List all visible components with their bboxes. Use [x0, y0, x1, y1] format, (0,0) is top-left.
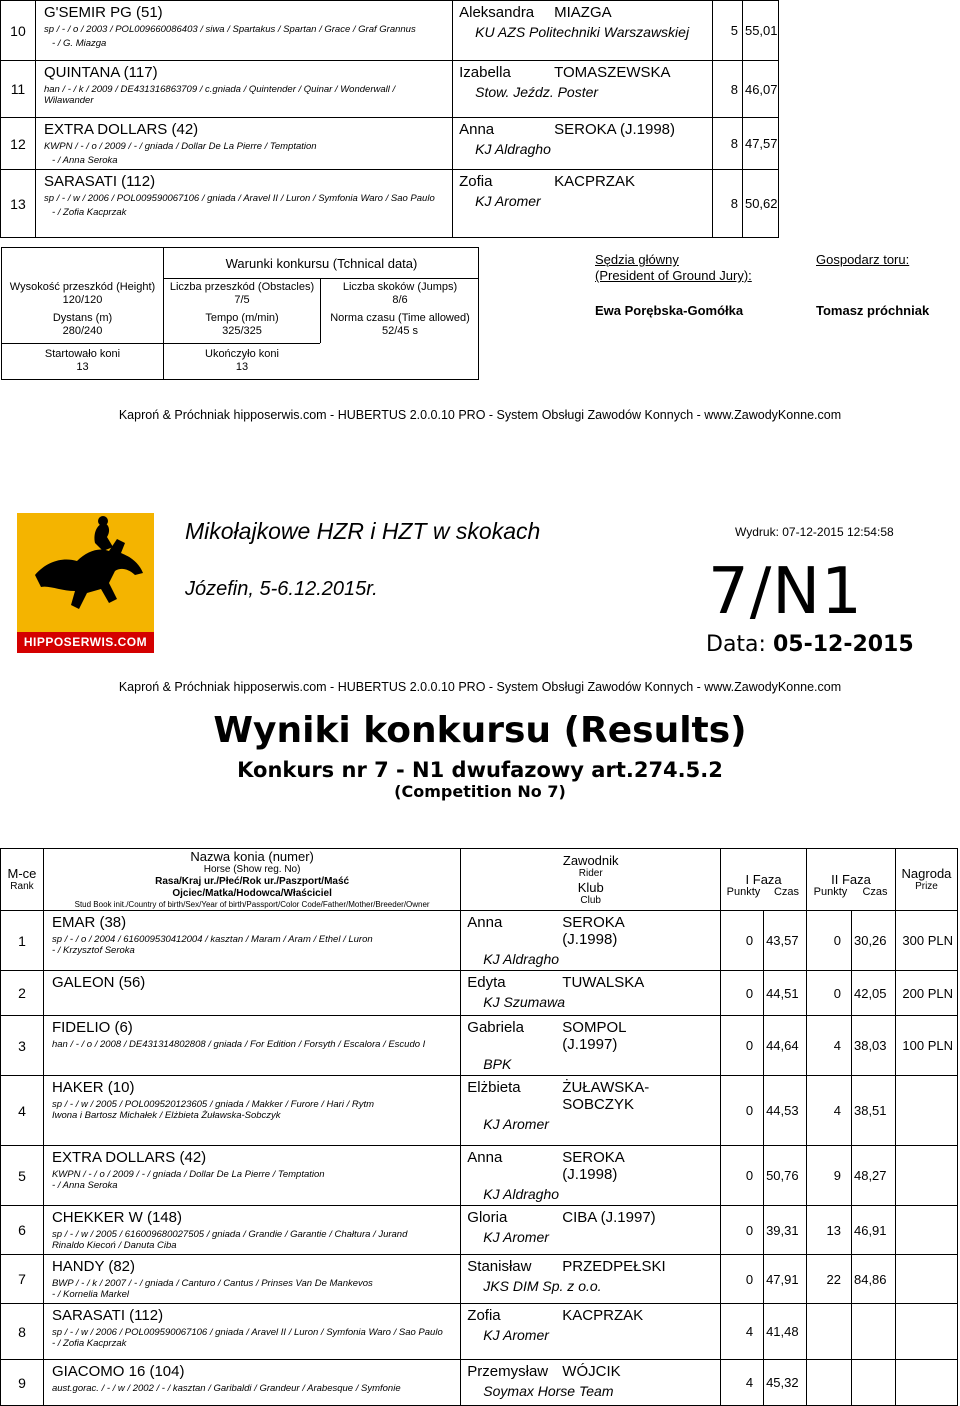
rider-header — [461, 849, 721, 911]
prize-cell — [895, 1206, 957, 1255]
points-cell: 8 — [713, 170, 743, 238]
height-value: 120/120 — [62, 294, 103, 306]
rider-line — [467, 1258, 714, 1275]
rider-first-name: Zofia — [459, 173, 493, 190]
horse-info: sp / - / o / 2003 / POL009660086403 / siwa / Spartakus / Spartan / Grace / Graf Grannus — [43, 24, 416, 35]
horse-cell — [43, 1206, 460, 1255]
tempo-label: Tempo (m/min) — [205, 312, 279, 324]
time-cell: 46,07 — [742, 61, 778, 118]
horse-name: HAKER (10) — [51, 1079, 135, 1096]
footer-text-2: Kaproń & Próchniak hipposerwis.com - HUBERTUS 2.0.0.10 PRO - System Obsługi Zawodów Konnych - www.ZawodyKonne.com — [118, 680, 842, 694]
rider-cell — [453, 170, 713, 238]
phase1-time: 41,48 — [764, 1304, 807, 1360]
horse-cell — [43, 1076, 460, 1146]
horse-info: sp / - / o / 2004 / 616009530412004 / kasztan / Maram / Aram / Ethel / Luron — [51, 934, 373, 945]
studbook-header: Stud Book init./Country of birth/Sex/Year of birth/Passport/Color Code/Father/Mother/Breeder/Owner — [74, 900, 430, 909]
tech-title: Warunki konkursu (Tchnical data) — [225, 256, 418, 271]
rider-line — [467, 1307, 714, 1324]
club-header-en: Club — [580, 894, 601, 906]
breed-header: Rasa/Kraj ur./Płeć/Rok ur./Paszport/Maść — [155, 876, 350, 887]
horse-name: QUINTANA (117) — [43, 64, 158, 81]
rider-club: KJ Aromer — [483, 1229, 549, 1245]
judge-block — [595, 252, 752, 319]
row-number: 11 — [1, 61, 36, 118]
horse-jumper-icon — [17, 513, 154, 632]
phase2-points: 13 — [807, 1206, 852, 1255]
rider-last-name: SEROKA (J.1998) — [554, 121, 675, 138]
rider-cell — [461, 911, 721, 971]
table-row — [1, 911, 958, 971]
horse-info: sp / - / w / 2005 / POL009520123605 / gniada / Makker / Furore / Hari / Rytm — [51, 1099, 375, 1110]
phase1-points: 4 — [721, 1304, 764, 1360]
table-row — [1, 1016, 958, 1076]
phase2-points — [807, 1304, 852, 1360]
phase1-points: 0 — [721, 971, 764, 1016]
technical-data-box — [1, 247, 479, 380]
horse-owner: Rinaldo Kiecoń / Danuta Ciba — [51, 1240, 177, 1251]
finished-label: Ukończyło koni — [205, 348, 279, 360]
phase1-points: 0 — [721, 1076, 764, 1146]
horse-name: GIACOMO 16 (104) — [51, 1363, 185, 1380]
phase2-points — [807, 1360, 852, 1406]
judge-label-en: (President of Ground Jury): — [595, 268, 752, 283]
horse-owner: - / Anna Seroka — [51, 155, 118, 166]
horse-info: KWPN / - / o / 2009 / - / gniada / Dollar De La Pierre / Temptation — [51, 1169, 325, 1180]
horse-name: G'SEMIR PG (51) — [43, 4, 163, 21]
rank-cell: 6 — [1, 1206, 44, 1255]
phase1-header: I Faza — [721, 849, 807, 911]
jumps-value: 8/6 — [392, 294, 408, 306]
rider-last-name: KACPRZAK — [554, 173, 635, 190]
rank-cell: 5 — [1, 1146, 44, 1206]
rider-club: Soymax Horse Team — [483, 1383, 614, 1399]
time-cell: 50,62 — [742, 170, 778, 238]
rider-line — [459, 121, 706, 138]
rider-cell — [461, 971, 721, 1016]
horse-info: han / - / o / 2008 / DE431314802808 / gniada / For Edition / Forsyth / Escalora / Escudo I — [51, 1039, 426, 1050]
horse-info: BWP / - / k / 2007 / - / gniada / Canturo / Cantus / Prinses Van De Mankevos — [51, 1278, 373, 1289]
horse-owner: - / Kornelia Markel — [51, 1289, 130, 1300]
rider-club: KJ Szumawa — [483, 994, 565, 1010]
table-row — [1, 1360, 958, 1406]
started-label: Startowało koni — [44, 348, 121, 360]
points-cell: 5 — [713, 1, 743, 61]
horse-name: FIDELIO (6) — [51, 1019, 133, 1036]
horse-owner: - / Krzysztof Seroka — [51, 945, 135, 956]
phase2-header: II Faza — [807, 849, 896, 911]
horse-cell — [43, 1360, 460, 1406]
rider-line — [459, 64, 706, 81]
rider-club: KJ Aldragho — [483, 1186, 560, 1202]
phase1-time: 43,57 — [764, 911, 807, 971]
phase-subheaders — [722, 886, 897, 898]
phase2-time-header: Czas — [862, 886, 888, 898]
horse-cell — [35, 170, 452, 238]
top-table-row — [1, 61, 779, 118]
obstacles-value: 7/5 — [234, 294, 250, 306]
horse-cell — [35, 61, 452, 118]
table-row — [1, 1304, 958, 1360]
rider-line — [467, 1149, 714, 1183]
row-number: 12 — [1, 118, 36, 170]
horse-name: CHEKKER W (148) — [51, 1209, 182, 1226]
rider-cell — [453, 118, 713, 170]
phase2-time: 42,05 — [851, 971, 895, 1016]
phase1-time: 44,51 — [764, 971, 807, 1016]
horse-header — [43, 849, 460, 911]
rider-cell — [461, 1304, 721, 1360]
prize-cell — [895, 1360, 957, 1406]
horse-cell — [35, 1, 452, 61]
parents-header: Ojciec/Matka/Hodowca/Właściciel — [172, 888, 332, 899]
phase2-time: 84,86 — [851, 1255, 895, 1304]
phase2-time: 38,03 — [851, 1016, 895, 1076]
rider-cell — [461, 1076, 721, 1146]
phase1-time: 45,32 — [764, 1360, 807, 1406]
rider-last-name: WÓJCIK — [562, 1363, 621, 1380]
rider-first-name: Anna — [467, 914, 503, 931]
rider-line — [467, 1363, 714, 1380]
horse-owner: - / Zofia Kacprzak — [51, 207, 127, 218]
horse-cell — [43, 1255, 460, 1304]
rider-header-en: Rider — [578, 867, 603, 879]
time-cell: 47,57 — [742, 118, 778, 170]
rider-first-name: Gloria — [467, 1209, 508, 1226]
rider-cell — [461, 1360, 721, 1406]
rank-cell: 7 — [1, 1255, 44, 1304]
rider-first-name: Anna — [459, 121, 495, 138]
rider-first-name: Aleksandra — [459, 4, 535, 21]
rider-cell — [453, 61, 713, 118]
rider-cell — [461, 1016, 721, 1076]
horse-owner: - / G. Miazga — [51, 38, 107, 49]
prize-cell — [895, 1304, 957, 1360]
distance-label: Dystans (m) — [52, 312, 113, 324]
horse-cell — [35, 118, 452, 170]
rider-first-name: Edyta — [467, 974, 506, 991]
rider-first-name: Gabriela — [467, 1019, 524, 1036]
row-number: 10 — [1, 1, 36, 61]
horse-cell — [43, 911, 460, 971]
horse-info: han / - / k / 2009 / DE431316863709 / c.gniada / Quintender / Quinar / Wonderwall / Wilawander — [43, 84, 396, 106]
phase1-time: 47,91 — [764, 1255, 807, 1304]
host-label: Gospodarz toru: — [816, 252, 910, 267]
club-header-pl: Klub — [577, 879, 604, 895]
rider-line — [467, 1209, 714, 1226]
phase2-points: 0 — [807, 911, 852, 971]
horse-cell — [43, 1016, 460, 1076]
event-place: Józefin, 5-6.12.2015r. — [185, 578, 378, 600]
phase2-points: 0 — [807, 971, 852, 1016]
prize-cell: 100 PLN — [895, 1016, 957, 1076]
print-date: Wydruk: 07-12-2015 12:54:58 — [735, 525, 894, 539]
event-title: Mikołajkowe HZR i HZT w skokach — [185, 518, 541, 544]
phase2-points: 4 — [807, 1076, 852, 1146]
rider-cell — [453, 1, 713, 61]
horse-info: sp / - / w / 2005 / 616009680027505 / gniada / Grandie / Garantie / Chałtura / Jurand — [51, 1229, 408, 1240]
height-label: Wysokość przeszkód (Height) — [9, 281, 156, 293]
rider-club: KJ Aromer — [475, 193, 541, 209]
rider-last-name: KACPRZAK — [562, 1307, 644, 1324]
phase1-points: 4 — [721, 1360, 764, 1406]
phase2-time: 46,91 — [851, 1206, 895, 1255]
rider-line — [467, 914, 714, 948]
phase1-points: 0 — [721, 1206, 764, 1255]
phase2-time: 30,26 — [851, 911, 895, 971]
prize-header-en: Prize — [915, 881, 938, 892]
horse-info: sp / - / w / 2006 / POL009590067106 / gniada / Aravel II / Luron / Symfonia Waro / Sao Paulo — [43, 193, 435, 204]
phase1-points: 0 — [721, 1146, 764, 1206]
rider-last-name: SOMPOL (J.1997) — [562, 1019, 626, 1053]
time-cell: 55,01 — [742, 1, 778, 61]
judge-name: Ewa Porębska-Gomółka — [595, 303, 744, 318]
horse-header-pl: Nazwa konia (numer) — [190, 849, 314, 864]
phase2-time — [851, 1360, 895, 1406]
phase1-time: 50,76 — [764, 1146, 807, 1206]
horse-name: EMAR (38) — [51, 914, 127, 931]
table-row — [1, 1255, 958, 1304]
rider-header-pl: Zawodnik — [562, 852, 619, 868]
finished-value: 13 — [235, 361, 249, 373]
host-block — [816, 252, 929, 319]
horse-name: SARASATI (112) — [43, 173, 156, 190]
phase1-points: 0 — [721, 1016, 764, 1076]
table-row — [1, 1076, 958, 1146]
rider-club: KU AZS Politechniki Warszawskiej — [475, 24, 690, 40]
competition-date-value: 05-12-2015 — [772, 632, 914, 657]
table-row — [1, 1206, 958, 1255]
prize-header-pl: Nagroda — [901, 866, 952, 881]
phase2-time: 48,27 — [851, 1146, 895, 1206]
jumps-label: Liczba skoków (Jumps) — [342, 281, 458, 293]
horse-info: sp / - / w / 2006 / POL009590067106 / gniada / Aravel II / Luron / Symfonia Waro / Sao Paulo — [51, 1327, 443, 1338]
phase2-points: 4 — [807, 1016, 852, 1076]
host-name: Tomasz próchniak — [816, 303, 930, 318]
rider-club: KJ Aromer — [483, 1116, 549, 1132]
phase2-points: 9 — [807, 1146, 852, 1206]
phase1-points-header: Punkty — [726, 886, 761, 898]
rider-line — [459, 4, 706, 21]
rider-club: KJ Aromer — [483, 1327, 549, 1343]
results-table — [0, 848, 958, 1406]
phase2-time: 38,51 — [851, 1076, 895, 1146]
rider-line — [467, 974, 714, 991]
rider-cell — [461, 1146, 721, 1206]
phase2-points-header: Punkty — [813, 886, 848, 898]
rider-first-name: Stanisław — [467, 1258, 532, 1275]
phase1-points: 0 — [721, 1255, 764, 1304]
logo-text: HIPPOSERWIS.COM — [17, 632, 154, 653]
rider-last-name: TOMASZEWSKA — [554, 64, 671, 81]
phase1-time: 44,64 — [764, 1016, 807, 1076]
rider-last-name: MIAZGA — [554, 4, 612, 21]
horse-name: EXTRA DOLLARS (42) — [51, 1149, 207, 1166]
phase1-time-header: Czas — [773, 886, 800, 898]
rank-header — [1, 849, 44, 911]
prize-cell: 300 PLN — [895, 911, 957, 971]
competition-date-label: Data: — [706, 632, 766, 657]
horse-name: HANDY (82) — [51, 1258, 136, 1275]
phase1-time: 44,53 — [764, 1076, 807, 1146]
tempo-value: 325/325 — [222, 325, 262, 337]
horse-cell — [43, 1304, 460, 1360]
top-table-row — [1, 118, 779, 170]
horse-info: aust.gorac. / - / w / 2002 / - / kasztan / Garibaldi / Grandeur / Arabesque / Symfonie — [51, 1383, 401, 1394]
rider-first-name: Przemysław — [467, 1363, 549, 1380]
horse-name: GALEON (56) — [51, 974, 146, 991]
prize-cell — [895, 1146, 957, 1206]
prize-cell — [895, 1255, 957, 1304]
rider-cell — [461, 1206, 721, 1255]
rider-last-name: TUWALSKA — [562, 974, 645, 991]
table-row — [1, 971, 958, 1016]
rider-last-name: CIBA (J.1997) — [562, 1209, 656, 1226]
top-results-table — [0, 0, 779, 238]
horse-cell — [43, 1146, 460, 1206]
rider-club: Stow. Jeźdz. Poster — [475, 84, 599, 100]
prize-cell: 200 PLN — [895, 971, 957, 1016]
rank-header-pl: M-ce — [7, 866, 37, 881]
points-cell: 8 — [713, 118, 743, 170]
prize-header — [895, 849, 957, 911]
horse-cell — [43, 971, 460, 1016]
horse-header-en: Horse (Show reg. No) — [203, 864, 301, 875]
rider-last-name: SEROKA (J.1998) — [562, 914, 624, 948]
results-subtitle: Konkurs nr 7 - N1 dwufazowy art.274.5.2 — [237, 758, 723, 782]
results-title: Wyniki konkursu (Results) — [213, 710, 747, 751]
footer-text-1: Kaproń & Próchniak hipposerwis.com - HUBERTUS 2.0.0.10 PRO - System Obsługi Zawodów Konnych - www.ZawodyKonne.com — [118, 408, 842, 422]
time-allowed-value: 52/45 s — [381, 325, 419, 337]
phase1-points: 0 — [721, 911, 764, 971]
rank-cell: 3 — [1, 1016, 44, 1076]
rank-cell: 1 — [1, 911, 44, 971]
horse-owner: - / Anna Seroka — [51, 1180, 118, 1191]
row-number: 13 — [1, 170, 36, 238]
hipposerwis-logo — [17, 513, 154, 653]
table-row — [1, 1146, 958, 1206]
horse-name: EXTRA DOLLARS (42) — [43, 121, 199, 138]
points-cell: 8 — [713, 61, 743, 118]
judge-label: Sędzia główny — [595, 252, 679, 267]
rider-club: KJ Aldragho — [483, 951, 560, 967]
rider-club: BPK — [483, 1056, 512, 1072]
horse-info: KWPN / - / o / 2009 / - / gniada / Dollar De La Pierre / Temptation — [43, 141, 317, 152]
rider-last-name: ŻUŁAWSKA-SOBCZYK — [562, 1079, 650, 1113]
started-value: 13 — [76, 361, 89, 373]
top-table-row — [1, 1, 779, 61]
rider-last-name: SEROKA (J.1998) — [562, 1149, 624, 1183]
prize-cell — [895, 1076, 957, 1146]
horse-owner: - / Zofia Kacprzak — [51, 1338, 127, 1349]
rider-club: KJ Aldragho — [475, 141, 551, 157]
phase1-time: 39,31 — [764, 1206, 807, 1255]
phase2-points: 22 — [807, 1255, 852, 1304]
phase2-time — [851, 1304, 895, 1360]
rider-club: JKS DIM Sp. z o.o. — [483, 1278, 602, 1294]
rider-first-name: Zofia — [467, 1307, 501, 1324]
time-allowed-label: Norma czasu (Time allowed) — [330, 312, 470, 324]
rider-first-name: Izabella — [459, 64, 511, 81]
rider-last-name: PRZEDPEŁSKI — [562, 1258, 666, 1275]
obstacles-label: Liczba przeszkód (Obstacles) — [169, 281, 315, 293]
rider-line — [459, 173, 706, 190]
distance-value: 280/240 — [62, 325, 103, 337]
competition-code: 7/N1 — [708, 555, 863, 629]
rank-header-en: Rank — [10, 881, 34, 892]
rank-cell: 2 — [1, 971, 44, 1016]
rank-cell: 8 — [1, 1304, 44, 1360]
rider-first-name: Elżbieta — [467, 1079, 521, 1096]
rank-cell: 4 — [1, 1076, 44, 1146]
horse-name: SARASATI (112) — [51, 1307, 164, 1324]
rider-cell — [461, 1255, 721, 1304]
rider-line — [467, 1079, 714, 1113]
competition-date — [706, 632, 914, 657]
rider-first-name: Anna — [467, 1149, 503, 1166]
rider-line — [467, 1019, 714, 1053]
rank-cell: 9 — [1, 1360, 44, 1406]
results-subtitle-en: (Competition No 7) — [394, 782, 566, 801]
horse-owner: Iwona i Bartosz Michałek / Elżbieta Żuławska-Sobczyk — [51, 1110, 281, 1121]
top-table-row — [1, 170, 779, 238]
